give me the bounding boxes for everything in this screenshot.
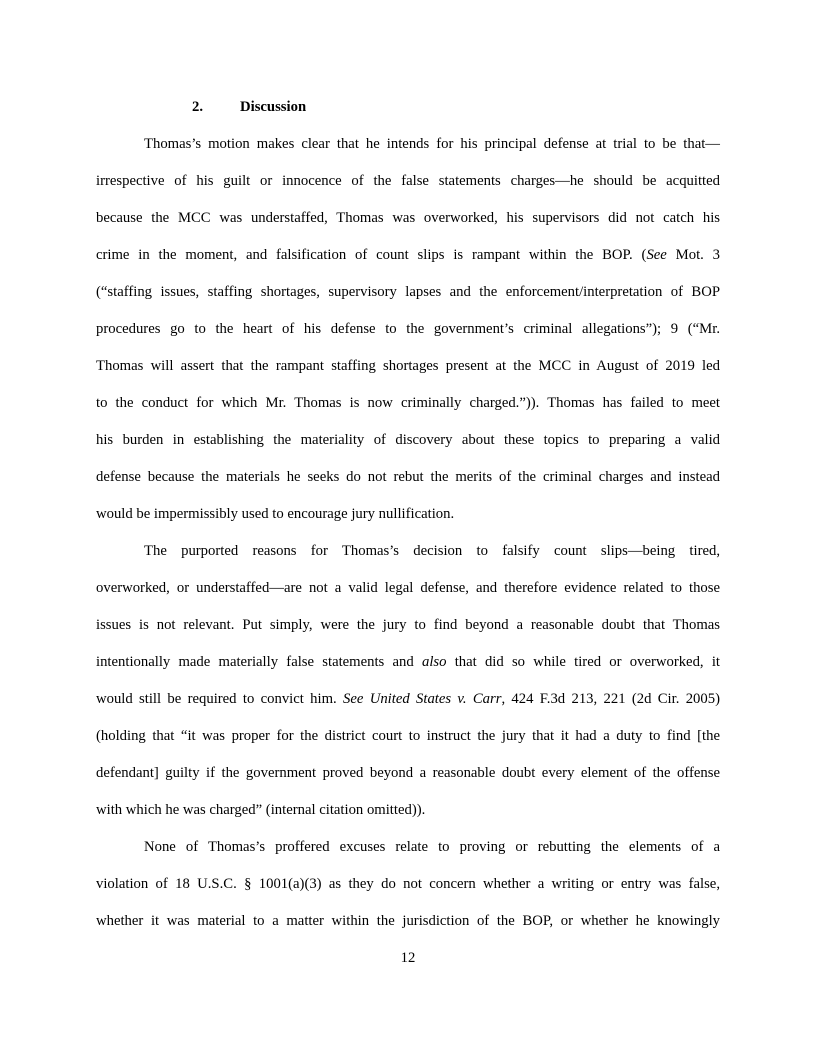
text-run: overworked, or understaffed—are not a valid legal defense, and therefore evidence related to those: [96, 580, 720, 596]
text-run: whether it was material to a matter within the jurisdiction of the BOP, or whether he knowingly: [96, 913, 720, 929]
text-line: [96, 500, 720, 528]
text-line: [96, 611, 720, 648]
text-line: [96, 870, 720, 907]
document-body: [96, 93, 720, 935]
text-run: Mot. 3: [666, 247, 721, 263]
text-run: with which he was charged” (internal citation omitted)).: [96, 802, 426, 818]
text-line: [96, 648, 720, 685]
paragraph: [96, 824, 720, 935]
text-run: violation of 18 U.S.C. § 1001(a)(3) as they do not concern whether a writing or entry was false,: [96, 876, 720, 892]
text-line: [96, 167, 720, 204]
text-run: to the conduct for which Mr. Thomas is now criminally charged.”)). Thomas has failed to meet: [96, 395, 720, 411]
italic-text: See: [646, 247, 667, 263]
text-run: irrespective of his guilt or innocence of the false statements charges—he should be acquitted: [96, 173, 720, 189]
text-line: [96, 204, 720, 241]
text-run: The purported reasons for Thomas’s decision to falsify count slips—being tired,: [144, 543, 720, 559]
text-line: [96, 352, 720, 389]
page-number: 12: [400, 950, 416, 966]
section-heading: [96, 93, 720, 121]
text-line: [96, 315, 720, 352]
text-line: [96, 389, 720, 426]
text-line: [96, 759, 720, 796]
text-run: crime in the moment, and falsification of count slips is rampant within the BOP. (: [96, 247, 647, 263]
italic-text: See United States v. Carr: [343, 691, 502, 707]
text-run: None of Thomas’s proffered excuses relate to proving or rebutting the elements of a: [144, 839, 720, 855]
text-run: would still be required to convict him.: [96, 691, 344, 707]
text-run: (“staffing issues, staffing shortages, supervisory lapses and the enforcement/interpretation of BOP: [96, 284, 720, 300]
section-number: 2.: [192, 99, 204, 115]
text-line: [96, 907, 720, 935]
text-line: [96, 722, 720, 759]
section-title: Discussion: [240, 99, 307, 115]
text-line: [96, 685, 720, 722]
italic-text: also: [421, 654, 447, 670]
text-run: Thomas’s motion makes clear that he intends for his principal defense at trial to be that—: [144, 136, 720, 152]
text-line: [96, 426, 720, 463]
text-line: [96, 241, 720, 278]
text-run: because the MCC was understaffed, Thomas was overworked, his supervisors did not catch his: [96, 210, 720, 226]
text-run: issues is not relevant. Put simply, were the jury to find beyond a reasonable doubt that Thomas: [96, 617, 720, 633]
text-run: Thomas will assert that the rampant staffing shortages present at the MCC in August of 2019 led: [96, 358, 720, 374]
text-run: , 424 F.3d 213, 221 (2d Cir. 2005): [501, 691, 720, 707]
text-run: procedures go to the heart of his defense to the government’s criminal allegations”); 9 (“Mr.: [96, 321, 720, 337]
text-line: [96, 278, 720, 315]
text-line: [96, 796, 720, 824]
text-line: [96, 537, 720, 574]
text-line: [96, 833, 720, 870]
text-run: that did so while tired or overworked, it: [446, 654, 720, 670]
text-run: (holding that “it was proper for the district court to instruct the jury that it had a duty to find [the: [96, 728, 720, 744]
text-run: defense because the materials he seeks do not rebut the merits of the criminal charges and instead: [96, 469, 720, 485]
text-run: defendant] guilty if the government proved beyond a reasonable doubt every element of the offense: [96, 765, 720, 781]
paragraphs: [96, 121, 720, 935]
text-run: would be impermissibly used to encourage jury nullification.: [96, 506, 455, 522]
paragraph: [96, 528, 720, 824]
text-run: intentionally made materially false statements and: [96, 654, 422, 670]
text-line: [96, 463, 720, 500]
text-run: his burden in establishing the materiality of discovery about these topics to preparing a valid: [96, 432, 720, 448]
text-line: [96, 130, 720, 167]
paragraph: [96, 121, 720, 528]
text-line: [96, 574, 720, 611]
